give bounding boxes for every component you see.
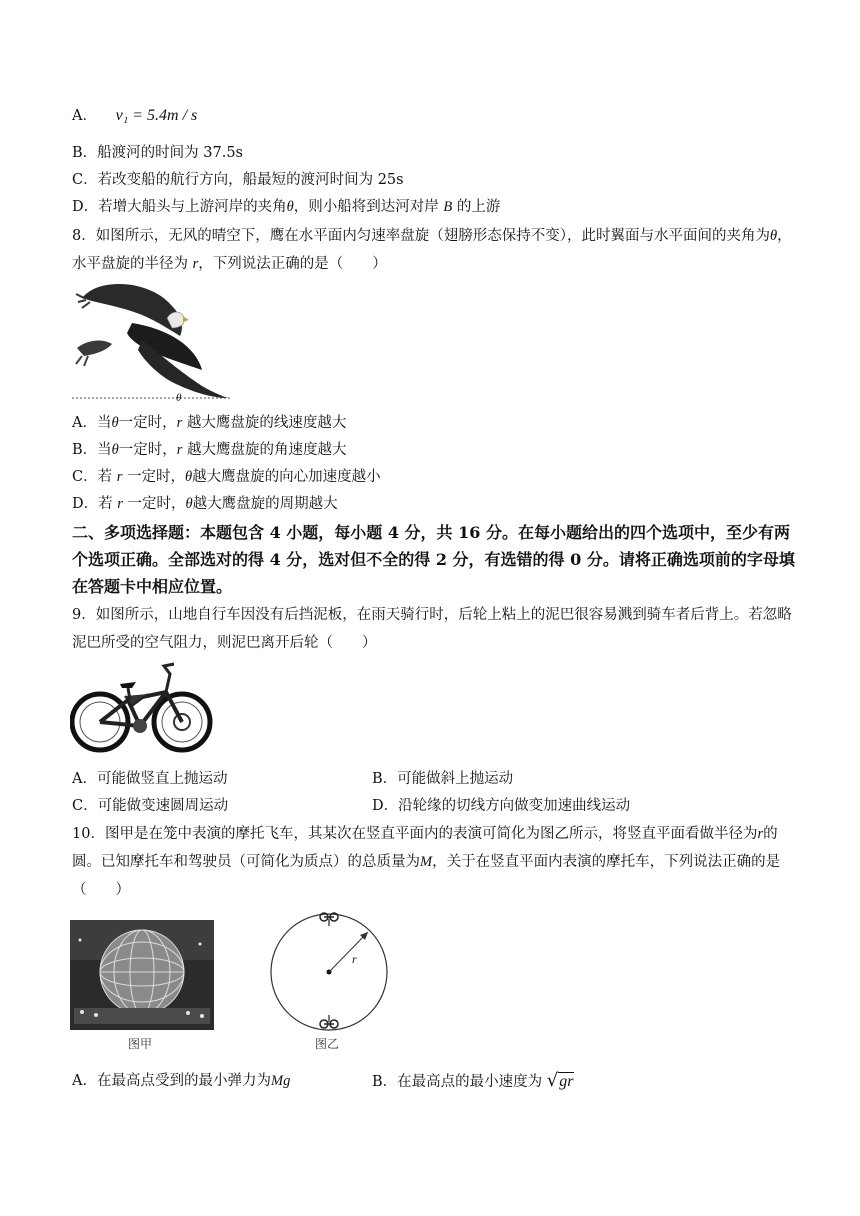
- text: B．在最高点的最小速度为: [372, 1074, 543, 1090]
- text: 一定时，: [122, 469, 185, 485]
- text: 一定时，: [118, 442, 177, 458]
- vertical-circle-diagram: [264, 906, 394, 1034]
- symbol: θ: [184, 469, 193, 485]
- eagle-figure: [72, 278, 232, 404]
- text: A．当: [72, 415, 112, 431]
- r-symbol: r: [757, 826, 764, 842]
- text: D．若: [72, 496, 118, 512]
- text: 8．如图所示，无风的晴空下，鹰在水平面内匀速率盘旋（翅膀形态保持不变），此时翼面与水平面间的夹角为: [72, 228, 770, 244]
- q9-option-b: B．可能做斜上抛运动: [372, 771, 514, 787]
- theta-symbol: θ: [769, 228, 778, 244]
- text: D．若增大船头与上游河岸的夹角: [72, 199, 287, 215]
- symbol: r: [176, 415, 183, 431]
- q10-option-a: [72, 1071, 290, 1091]
- theta-symbol: θ: [286, 199, 294, 215]
- text: 一定时，: [118, 415, 177, 431]
- text: ，则小船将到达河对岸: [293, 199, 439, 215]
- text: ，水平盘旋的半径为: [72, 228, 792, 272]
- q9-option-d: D．沿轮缘的切线方向做变加速曲线运动: [372, 798, 631, 814]
- q8-stem: [72, 222, 797, 278]
- option-label: A．: [72, 108, 97, 124]
- r-symbol: r: [192, 256, 199, 272]
- q9-option-c: C．可能做变速圆周运动: [72, 798, 229, 814]
- symbol: θ: [111, 442, 119, 458]
- symbol: r: [116, 469, 123, 485]
- symbol: r: [176, 442, 183, 458]
- velocity-formula: v₁ = 5.4m / s: [115, 107, 198, 124]
- text: A．在最高点受到的最小弹力为: [72, 1073, 271, 1089]
- q10-option-b: [372, 1071, 574, 1092]
- q7-option-a: [72, 106, 197, 126]
- q9-stem: 9．如图所示，山地自行车因没有后挡泥板，在雨天骑行时，后轮上粘上的泥巴很容易溅到骑车者后背上。若忽略泥巴所受的空气阻力，则泥巴离开后轮（ ）: [72, 607, 792, 651]
- q8-option-d: [72, 494, 338, 514]
- m-symbol: M: [420, 854, 433, 870]
- q8-option-a: [72, 413, 346, 433]
- motorcycle-top-icon: [320, 913, 338, 926]
- text: 的上游: [452, 199, 501, 215]
- sqrt-content: gr: [559, 1073, 574, 1090]
- text: C．若: [72, 469, 117, 485]
- q7-option-d: [72, 197, 500, 217]
- bicycle-figure: [70, 656, 215, 760]
- q7-option-c: C．若改变船的航行方向，船最短的渡河时间为 25s: [72, 172, 404, 188]
- globe-of-death-photo: [70, 920, 214, 1030]
- caption-figure-jia: 图甲: [128, 1037, 153, 1051]
- text: 10．图甲是在笼中表演的摩托飞车，其某次在竖直平面内的表演可简化为图乙所示，将竖直平面看做半径为: [72, 826, 758, 842]
- text: 越大鹰盘旋的角速度越大: [182, 442, 347, 458]
- text: 一定时，: [122, 496, 186, 512]
- q8-option-c: [72, 467, 381, 487]
- symbol: θ: [185, 496, 193, 512]
- text: 的圆。已知摩托车和驾驶员（可简化为质点）的总质量为: [72, 826, 778, 870]
- text: ，关于在竖直平面内表演的摩托车，下列说法正确的是（ ）: [72, 854, 781, 898]
- text: 越大鹰盘旋的向心加速度越小: [192, 469, 381, 485]
- text: 越大鹰盘旋的周期越大: [192, 496, 338, 512]
- point-b: B: [443, 199, 453, 215]
- mg-symbol: Mg: [270, 1073, 291, 1089]
- symbol: θ: [111, 415, 119, 431]
- radius-label: r: [352, 952, 357, 966]
- caption-figure-yi: 图乙: [315, 1037, 340, 1051]
- motorcycle-bottom-icon: [320, 1015, 338, 1028]
- q7-option-b: B．船渡河的时间为 37.5s: [72, 145, 243, 161]
- symbol: r: [117, 496, 123, 512]
- q10-stem: [72, 820, 797, 904]
- q9-option-a: A．可能做竖直上抛运动: [72, 771, 228, 787]
- section-2-heading: 二、多项选择题：本题包含 4 小题，每小题 4 分，共 16 分。在每小题给出的四个选项中，至少有两个选项正确。全部选对的得 4 分，选对但不全的得 2 分，有选错的得 0 分。请将正确选项前的字母填在答题卡中相应位置。: [72, 523, 795, 596]
- sqrt-icon: √: [546, 1070, 559, 1091]
- text: 越大鹰盘旋的线速度越大: [182, 415, 347, 431]
- text: B．当: [72, 442, 112, 458]
- text: ，下列说法正确的是（ ）: [198, 256, 387, 272]
- theta-label: θ: [176, 392, 182, 404]
- q8-option-b: [72, 440, 347, 460]
